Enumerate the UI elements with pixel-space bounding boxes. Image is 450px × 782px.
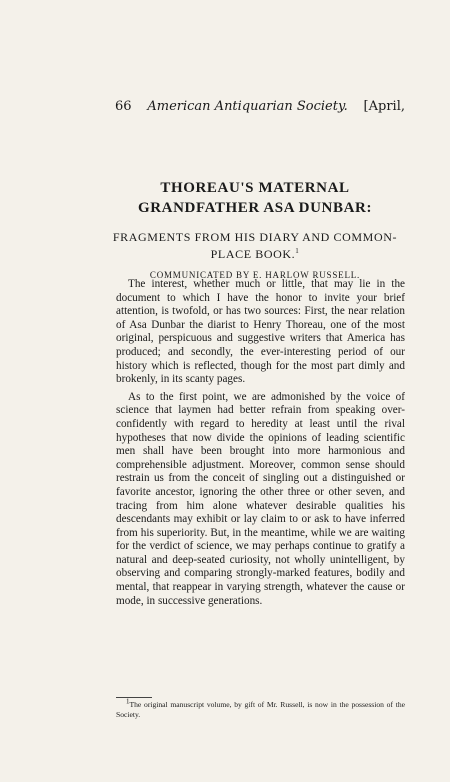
title-block xyxy=(105,178,405,280)
footnote-number: 1 xyxy=(126,697,130,706)
footnote-marker: 1 xyxy=(295,247,300,255)
issue-date: [April, xyxy=(363,99,405,114)
paragraph: As to the first point, we are admonished by the voice of science that laymen had better refrain from speaking over-confidently with regard to heredity at least until the rival hypotheses that now divide the opinions of leading scientific men shall have been brought into more harmonious and comprehensible adjustment. Moreover, common sense should restrain us from the conceit of singling out a distinguished or favorite ancestor, ignoring the other three or other seven, and tracing from him alone whatever desirable qualities his descendants may exhibit or lay claim to or ask to have inferred from his superiority. But, in the meantime, while we are waiting for the verdict of science, we may perhaps continue to gratify a natural and deep-seated curiosity, not wholly unintelligent, by observing and comparing strongly-marked features, bodily and mental, that reappear in varying strength, whatever the cause or mode, in successive generations. xyxy=(116,390,405,607)
journal-title: American Antiquarian Society. xyxy=(147,99,348,114)
article-title: THOREAU'S MATERNAL GRANDFATHER ASA DUNBAR: xyxy=(137,180,373,216)
footnote-text: The original manuscript volume, by gift of Mr. Russell, is now in the possession of the Society. xyxy=(116,700,405,719)
byline: COMMUNICATED BY E. HARLOW RUSSELL. xyxy=(149,270,361,280)
page-number: 66 xyxy=(115,99,132,114)
paragraph: The interest, whether much or little, that may lie in the document to which I have the honor to invite your brief attention, is twofold, or has two sources: First, the near relation of Asa Dunbar the diarist to Henry Thoreau, one of the most original, perspicuous and suggestive writers that America has produced; and secondly, the ever-interesting period of our history which is reflected, though for the most part dimly and brokenly, in its scanty pages. xyxy=(116,278,405,386)
running-head xyxy=(115,99,405,114)
footnote xyxy=(116,697,405,719)
article-body xyxy=(116,278,405,612)
article-subtitle: FRAGMENTS FROM HIS DIARY AND COMMON-PLACE BOOK.$^1$ xyxy=(112,230,398,261)
footnote-divider xyxy=(116,697,152,698)
